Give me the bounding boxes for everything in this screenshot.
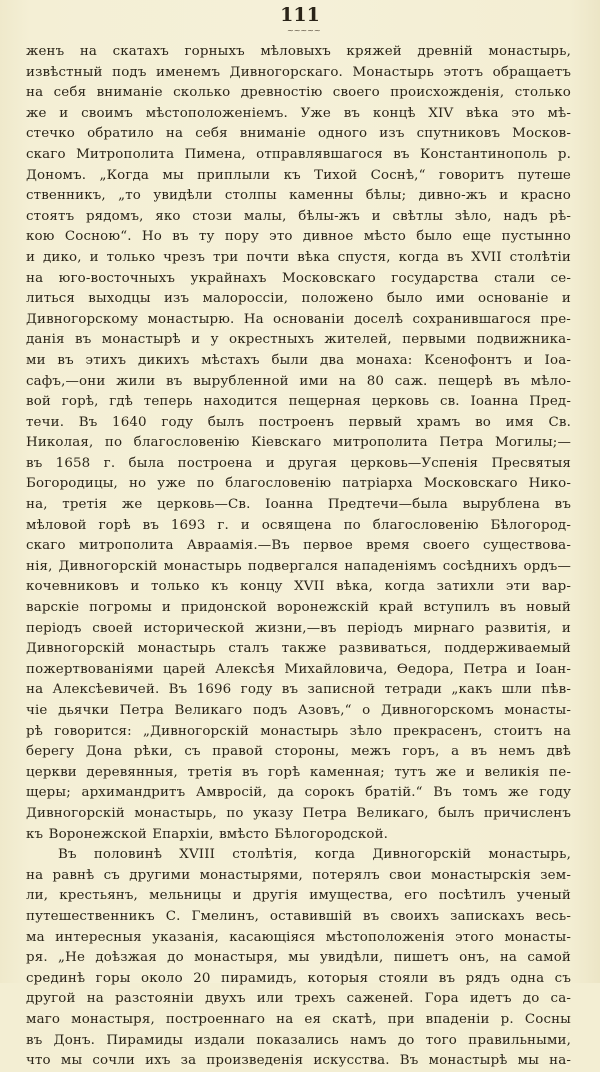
text-line: ря. „Не доѣзжая до монастыря, мы увидѣли, пишетъ онъ, на самой bbox=[26, 950, 571, 966]
text-line: сафъ,—они жили въ вырубленной ими на 80 саж. пещерѣ въ мѣло- bbox=[26, 373, 571, 389]
text-line: путешественникъ С. Гмелинъ, оставившій въ своихъ запискахъ весь- bbox=[26, 908, 571, 924]
text-line: рѣ говорится: „Дивногорскій монастырь зѣло прекрасенъ, стоитъ на bbox=[26, 723, 571, 739]
text-line: на юго-восточныхъ украйнахъ Московскаго государства стали се- bbox=[26, 270, 571, 286]
text-line: ма интересныя указанія, касающіяся мѣстоположенія этого монасты- bbox=[26, 929, 571, 945]
text-line: женъ на скатахъ горныхъ мѣловыхъ кряжей древній монастырь, bbox=[26, 44, 571, 59]
text-line: ми въ этихъ дикихъ мѣстахъ были два монаха: Ксенофонтъ и Іоа- bbox=[26, 352, 571, 368]
text-line: нія, Дивногорскій монастырь подвергался нападеніямъ сосѣднихъ ордъ— bbox=[26, 558, 571, 574]
text-line: берегу Дона рѣки, съ правой стороны, межъ горъ, а въ немъ двѣ bbox=[26, 744, 571, 760]
text-line: Богородицы, но уже по благословенію патріарха Московскаго Нико- bbox=[26, 476, 571, 492]
text-line: стечко обратило на себя вниманіе одного изъ спутниковъ Москов- bbox=[26, 126, 571, 142]
text-line: ли, крестьянъ, мельницы и другія имущества, его посѣтилъ ученый bbox=[26, 888, 571, 904]
text-line: кою Сосною“. Но въ ту пору это дивное мѣсто было еще пустынно bbox=[26, 229, 571, 245]
text-line: Въ половинѣ XVIII столѣтія, когда Дивногорскій монастырь, bbox=[58, 847, 571, 863]
text-line: пожертвованіями царей Алексѣя Михайловича, Ѳедора, Петра и Іоан- bbox=[26, 661, 571, 677]
text-line: Дивногорскій монастырь сталъ также развиваться, поддерживаемый bbox=[26, 641, 571, 657]
text-line: чіе дьячки Петра Великаго подъ Азовъ,“ о Дивногорскомъ монасты- bbox=[26, 703, 571, 718]
text-line: Дивногорскому монастырю. На основаніи доселѣ сохранившагося пре- bbox=[26, 311, 571, 327]
text-line: періодъ своей исторической жизни,—въ періодъ мирнаго развитія, и bbox=[26, 620, 571, 636]
text-line: данія въ монастырѣ и у окрестныхъ жителей, первыми подвижника- bbox=[26, 332, 571, 348]
text-line: другой на разстояніи двухъ или трехъ саженей. Гора идетъ до са- bbox=[26, 991, 571, 1007]
page-number: 111 bbox=[280, 4, 320, 26]
text-line: скаго Митрополита Пимена, отправлявшагося въ Константинополь р. bbox=[26, 146, 571, 162]
page-number-ornament: ~~~~~ bbox=[287, 26, 321, 35]
text-line: варскіе погромы и придонской воронежскій край вступилъ въ новый bbox=[26, 600, 571, 616]
paragraph-2 bbox=[26, 845, 571, 1072]
text-line: Дономъ. „Когда мы приплыли къ Тихой Соснѣ,“ говоритъ путеше bbox=[26, 167, 571, 183]
text-line: церкви деревянныя, третія въ горѣ каменная; тутъ же и великія пе- bbox=[26, 764, 571, 780]
text-line: Николая, по благословенію Кіевскаго митрополита Петра Могилы;— bbox=[26, 435, 571, 451]
text-line: маго монастыря, построеннаго на ея скатѣ, при впаденіи р. Сосны bbox=[26, 1011, 571, 1027]
text-line: на, третія же церковь—Св. Іоанна Предтечи—была вырублена въ bbox=[26, 497, 571, 513]
text-line: щеры; архимандритъ Амвросій, да сорокъ братій.“ Въ томъ же году bbox=[26, 785, 571, 801]
text-line: мѣловой горѣ въ 1693 г. и освящена по благословенію Бѣлогород- bbox=[26, 517, 571, 533]
text-line: скаго митрополита Авраамія.—Въ первое время своего существова- bbox=[26, 538, 571, 554]
text-line: на Алексѣевичей. Въ 1696 году въ записной тетради „какъ шли пѣв- bbox=[26, 682, 571, 698]
text-line: кочевниковъ и только къ концу XVII вѣка, когда затихли эти вар- bbox=[26, 579, 571, 595]
text-line: литься выходцы изъ малороссіи, положено было ими основаніе и bbox=[26, 291, 571, 307]
text-line: стоятъ рядомъ, яко стози малы, бѣлы-жъ и свѣтлы зѣло, надъ рѣ- bbox=[26, 208, 571, 224]
text-line: ственникъ, „то увидѣли столпы каменны бѣлы; дивно-жъ и красно bbox=[26, 188, 571, 204]
text-line: вой горѣ, гдѣ теперь находится пещерная церковь св. Іоанна Пред- bbox=[26, 394, 571, 410]
text-line: и дико, и только чрезъ три почти вѣка спустя, когда въ XVII столѣтіи bbox=[26, 249, 571, 265]
text-line: Дивногорскій монастырь, по указу Петра Великаго, былъ причисленъ bbox=[26, 805, 571, 821]
text-line: на себя вниманіе сколько древностію своего происхожденія, столько bbox=[26, 85, 571, 101]
text-line: срединѣ горы около 20 пирамидъ, которыя стояли въ рядъ одна съ bbox=[26, 970, 571, 986]
text-line: къ Воронежской Епархіи, вмѣсто Бѣлогородской. bbox=[26, 826, 389, 842]
text-line: извѣстный подъ именемъ Дивногорскаго. Монастырь этотъ обращаетъ bbox=[26, 64, 571, 80]
text-line: въ 1658 г. была построена и другая церковь—Успенія Пресвятыя bbox=[26, 455, 571, 471]
text-line: на равнѣ съ другими монастырями, потерялъ свои монастырскія зем- bbox=[26, 867, 571, 883]
text-line: въ Донъ. Пирамиды издали показались намъ до того правильными, bbox=[26, 1032, 571, 1048]
text-line: что мы сочли ихъ за произведенія искусства. Въ монастырѣ мы на- bbox=[26, 1053, 571, 1069]
paragraph-1 bbox=[26, 42, 571, 845]
text-line: течи. Въ 1640 году былъ построенъ первый храмъ во имя Св. bbox=[26, 414, 571, 430]
body-text bbox=[26, 42, 571, 1072]
text-line: же и своимъ мѣстоположеніемъ. Уже въ концѣ XIV вѣка это мѣ- bbox=[26, 105, 571, 121]
